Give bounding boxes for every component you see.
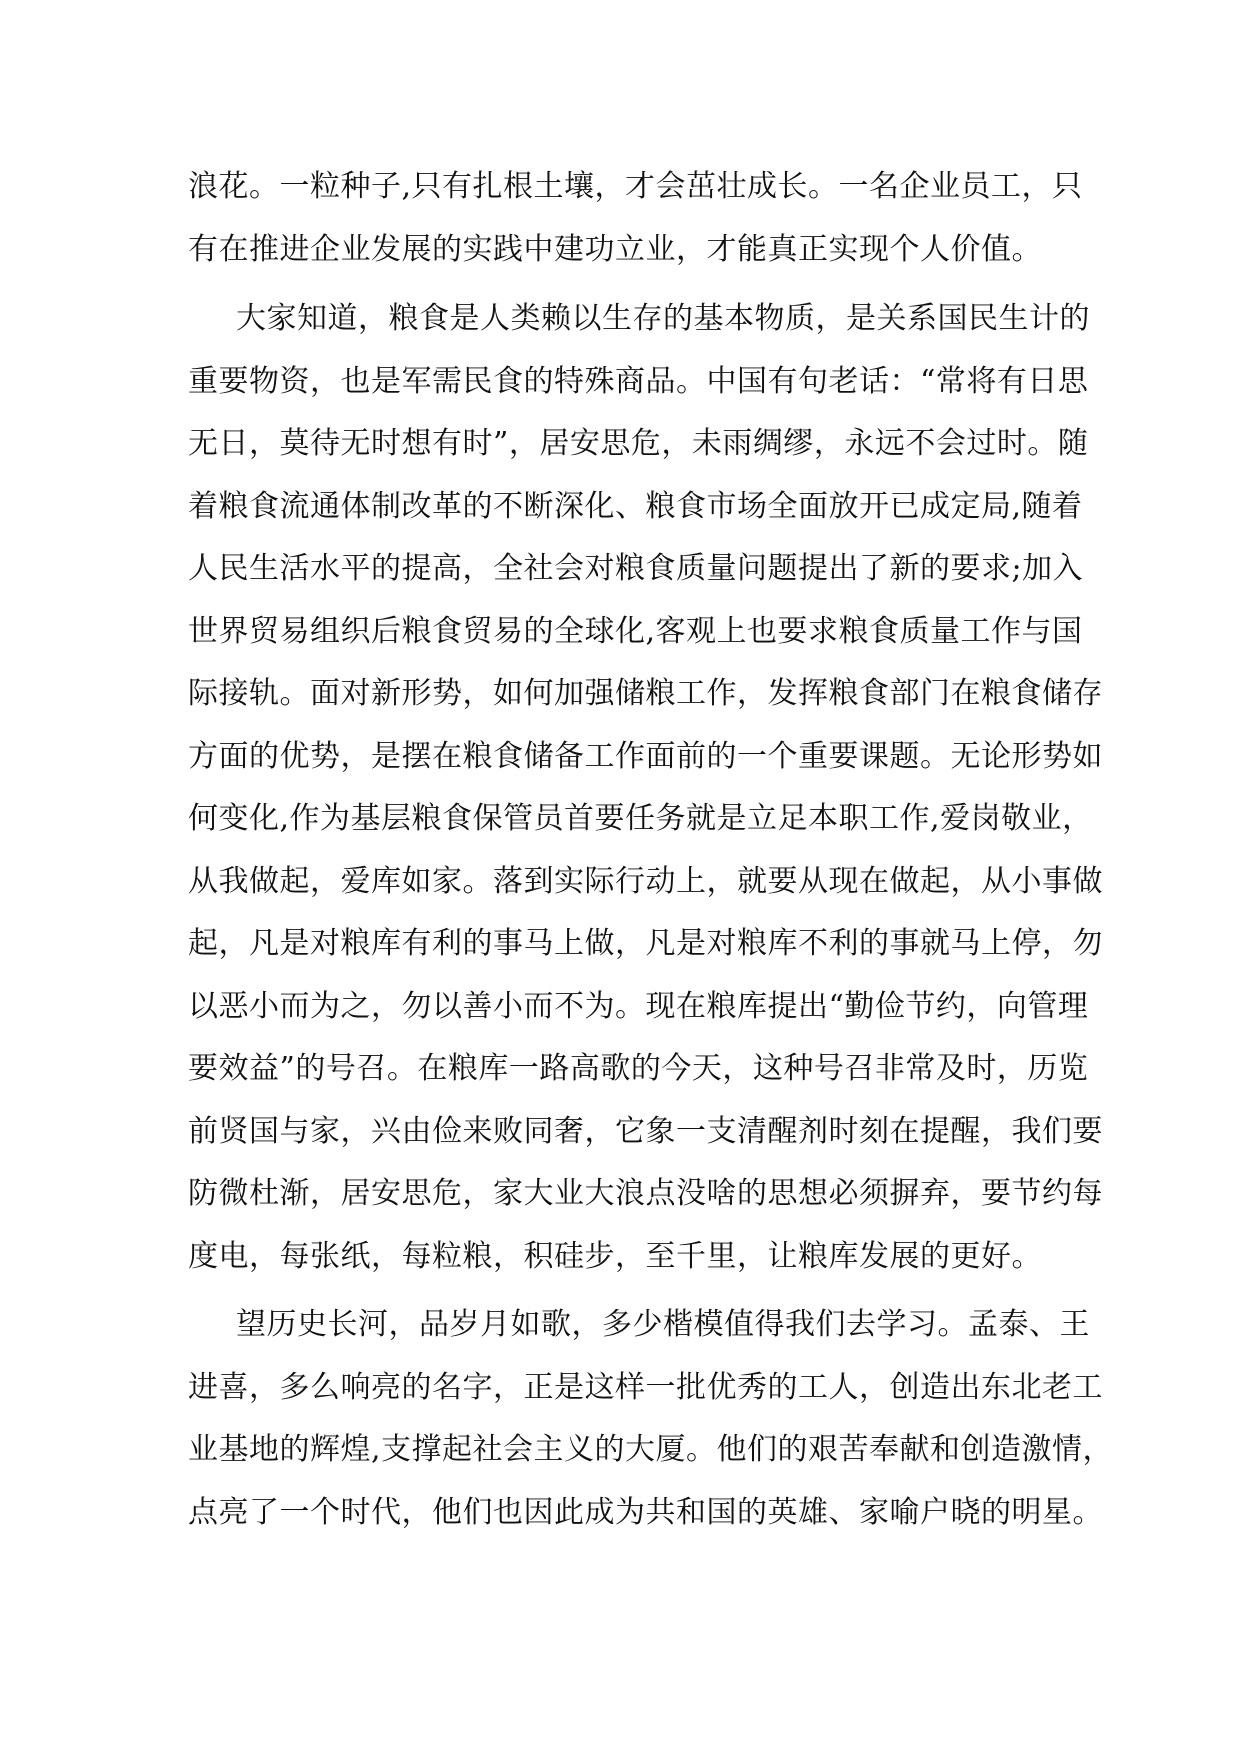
paragraph-line: 防微杜渐，居安思危，家大业大浪点没啥的思想必须摒弃，要节约每 bbox=[188, 1176, 1103, 1211]
paragraph-line: 方面的优势，是摆在粮食储备工作面前的一个重要课题。无论形势如 bbox=[188, 738, 1103, 774]
paragraph-1 bbox=[188, 156, 1083, 281]
paragraph-line: 点亮了一个时代，他们也因此成为共和国的英雄、家喻户晓的明星。 bbox=[188, 1494, 1103, 1530]
paragraph-line: 进喜，多么响亮的名字，正是这样一批优秀的工人，创造出东北老工 bbox=[188, 1369, 1103, 1405]
paragraph-line: 浪花。一粒种子,只有扎根土壤，才会茁壮成长。一名企业员工，只 bbox=[188, 169, 1083, 204]
paragraph-line: 业基地的辉煌,支撑起社会主义的大厦。他们的艰苦奉献和创造激情， bbox=[188, 1432, 1114, 1467]
paragraph-line: 要效益”的号召。在粮库一路高歌的今天，这种号召非常及时，历览 bbox=[188, 1051, 1089, 1086]
paragraph-line: 重要物资，也是军需民食的特殊商品。中国有句老话：“常将有日思 bbox=[188, 363, 1089, 399]
paragraph-line: 从我做起，爱库如家。落到实际行动上，就要从现在做起，从小事做 bbox=[188, 863, 1103, 899]
paragraph-line: 人民生活水平的提高，全社会对粮食质量问题提出了新的要求;加入 bbox=[188, 551, 1084, 586]
body-text bbox=[188, 156, 1114, 1544]
paragraph-line: 有在推进企业发展的实践中建功立业，才能真正实现个人价值。 bbox=[188, 231, 1042, 267]
paragraph-line: 度电，每张纸，每粒粮，积硅步，至千里，让粮库发展的更好。 bbox=[188, 1238, 1042, 1274]
paragraph-line: 以恶小而为之，勿以善小而不为。现在粮库提出“勤俭节约，向管理 bbox=[188, 988, 1089, 1024]
paragraph-line: 际接轨。面对新形势，如何加强储粮工作，发挥粮食部门在粮食储存 bbox=[188, 676, 1103, 711]
paragraph-line: 何变化,作为基层粮食保管员首要任务就是立足本职工作,爱岗敬业， bbox=[188, 801, 1093, 836]
paragraph-line: 前贤国与家，兴由俭来败同奢，它象一支清醒剂时刻在提醒，我们要 bbox=[188, 1113, 1103, 1149]
paragraph-2 bbox=[188, 288, 1103, 1288]
paragraph-3 bbox=[188, 1294, 1114, 1544]
paragraph-line: 大家知道，粮食是人类赖以生存的基本物质，是关系国民生计的 bbox=[236, 301, 1090, 336]
paragraph-line: 着粮食流通体制改革的不断深化、粮食市场全面放开已成定局,随着 bbox=[188, 488, 1083, 524]
paragraph-line: 世界贸易组织后粮食贸易的全球化,客观上也要求粮食质量工作与国 bbox=[188, 613, 1083, 649]
paragraph-line: 望历史长河，品岁月如歌，多少楷模值得我们去学习。孟泰、王 bbox=[236, 1307, 1090, 1342]
paragraph-line: 无日，莫待无时想有时”，居安思危，未雨绸缪，永远不会过时。随 bbox=[188, 426, 1089, 461]
paragraph-line: 起，凡是对粮库有利的事马上做，凡是对粮库不利的事就马上停，勿 bbox=[188, 926, 1103, 961]
